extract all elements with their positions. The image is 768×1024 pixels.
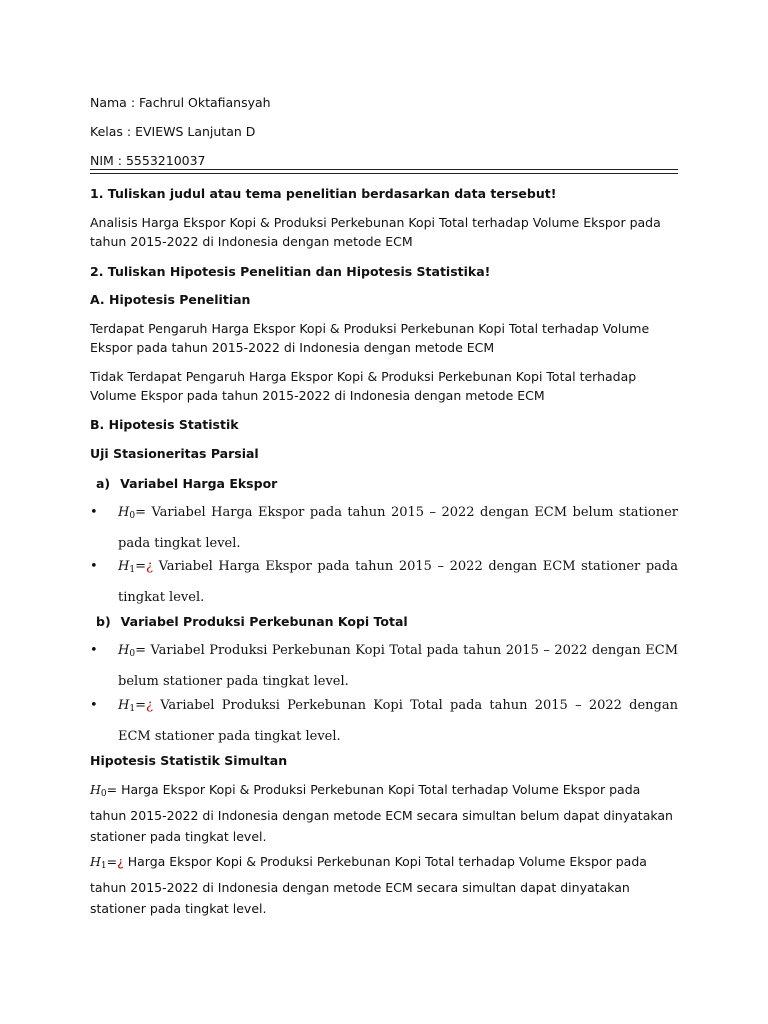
simultan-h1: $H_1=¿$ Harga Ekspor Kopi & Produksi Perkebunan Kopi Total terhadap Volume Ekspor pada tahun 2015-2022 di Indonesia dengan metode ECM secara simultan dapat dinyatakan stationer pada tingkat level. [90,854,647,916]
nama-line: Nama : Fachrul Oktafiansyah [90,95,271,110]
bullet-b-h1: • $H_1=¿$ Variabel Produksi Perkebunan Kopi Total pada tahun 2015 – 2022 dengan ECM stationer pada tingkat level. [90,692,678,746]
kelas-line: Kelas : EVIEWS Lanjutan D [90,124,256,139]
uji-heading: Uji Stasioneritas Parsial [90,446,259,461]
subsection-b-heading: b) Variabel Produksi Perkebunan Kopi Total [96,614,408,629]
bullet-icon: • [90,698,98,713]
bullet-b-h0: • $H_0=$ Variabel Produksi Perkebunan Kopi Total pada tahun 2015 – 2022 dengan ECM belum stationer pada tingkat level. [90,637,678,691]
h1-symbol: $H_1$ [118,559,136,575]
h0-symbol: $H_0$ [118,643,136,659]
bullet-icon: • [90,559,98,574]
subsection-a-heading: a) Variabel Harga Ekspor [96,476,278,491]
question-2-heading: 2. Tuliskan Hipotesis Penelitian dan Hipotesis Statistika! [90,264,491,279]
question-1-answer: Analisis Harga Ekspor Kopi & Produksi Perkebunan Kopi Total terhadap Volume Ekspor pada tahun 2015-2022 di Indonesia dengan metode ECM [90,215,661,249]
bullet-a-h0: • $H_0=$ Variabel Harga Ekspor pada tahun 2015 – 2022 dengan ECM belum stationer pada tingkat level. [90,499,678,553]
h0-symbol: $H_0$ [118,505,136,521]
simultan-heading: Hipotesis Statistik Simultan [90,753,288,768]
hypothesis-research-2: Tidak Terdapat Pengaruh Harga Ekspor Kopi & Produksi Perkebunan Kopi Total terhadap Volume Ekspor pada tahun 2015-2022 di Indonesia dengan metode ECM [90,369,637,403]
section-b-heading: B. Hipotesis Statistik [90,417,239,432]
bullet-a-h1: • $H_1=¿$ Variabel Harga Ekspor pada tahun 2015 – 2022 dengan ECM stationer pada tingkat level. [90,553,678,607]
simultan-h0: $H_0=$ Harga Ekspor Kopi & Produksi Perkebunan Kopi Total terhadap Volume Ekspor pada tahun 2015-2022 di Indonesia dengan metode ECM secara simultan belum dapat dinyatakan stationer pada tingkat level. [90,782,673,844]
h0-symbol: $H_0$ [90,782,107,799]
nim-line: NIM : 5553210037 [90,153,206,168]
h1-symbol: $H_1$ [90,854,107,871]
bullet-icon: • [90,505,98,520]
hypothesis-research-1: Terdapat Pengaruh Harga Ekspor Kopi & Produksi Perkebunan Kopi Total terhadap Volume Ekspor pada tahun 2015-2022 di Indonesia dengan metode ECM [90,321,650,355]
question-1-heading: 1. Tuliskan judul atau tema penelitian berdasarkan data tersebut! [90,186,557,201]
double-rule-divider [90,169,678,174]
section-a-heading: A. Hipotesis Penelitian [90,292,251,307]
h1-symbol: $H_1$ [118,698,136,714]
bullet-icon: • [90,643,98,658]
